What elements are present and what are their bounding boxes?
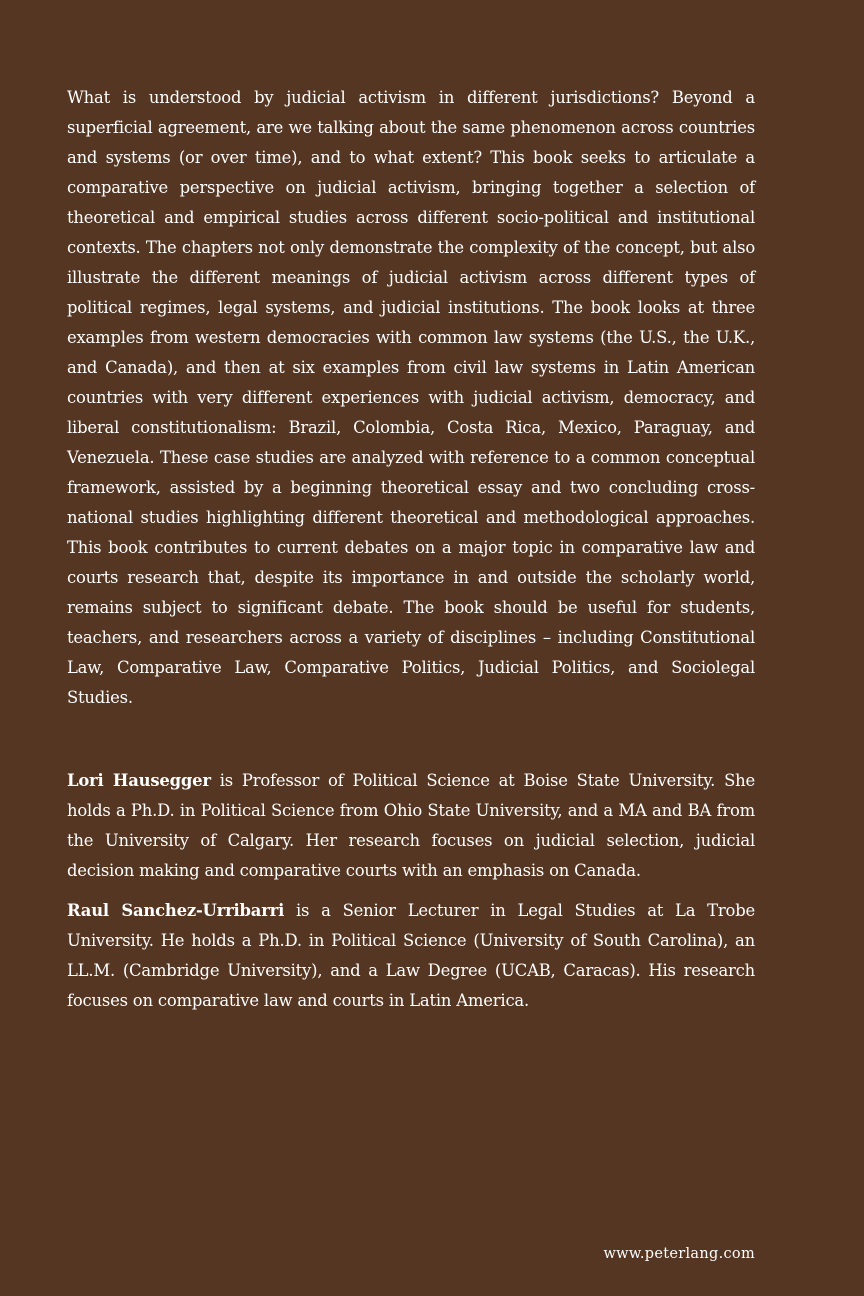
author-bio-text: is a Senior Lecturer in Legal Studies at La Trobe University. He holds a Ph.D. in Political Science (University of South Carolina), an LL.M. (Cambridge University), and a Law Degree (UCAB, Caracas). His research focuses on comparative law and courts in Latin America.: [67, 901, 756, 1010]
author-name: Raul Sanchez-Urribarri: [67, 901, 285, 920]
author-bios: [67, 766, 755, 1016]
author-bio-text: is Professor of Political Science at Boise State University. She holds a Ph.D. in Political Science from Ohio State University, and a MA and BA from the University of Calgary. Her research focuses on judicial selection, judicial decision making and comparative courts with an emphasis on Canada.: [67, 771, 755, 880]
author-bio-hausegger: [67, 766, 755, 886]
book-description: What is understood by judicial activism in different jurisdictions? Beyond a superficial agreement, are we talking about the same phenomenon across countries and systems (or over time), and to what extent? This book seeks to articulate a comparative perspective on judicial activism, bringing together a selection of theoretical and empirical studies across different socio-political and institutional contexts. The chapters not only demonstrate the complexity of the concept, but also illustrate the different meanings of judicial activism across different types of political regimes, legal systems, and judicial institutions. The book looks at three examples from western democracies with common law systems (the U.S., the U.K., and Canada), and then at six examples from civil law systems in Latin American countries with very different experiences with judicial activism, democracy, and liberal constitutionalism: Brazil, Colombia, Costa Rica, Mexico, Paraguay, and Venezuela. These case studies are analyzed with reference to a common conceptual framework, assisted by a beginning theoretical essay and two concluding cross-national studies highlighting different theoretical and methodological approaches. This book contributes to current debates on a major topic in comparative law and courts research that, despite its importance in and outside the scholarly world, remains subject to significant debate. The book should be useful for students, teachers, and researchers across a variety of disciplines – including Constitutional Law, Comparative Law, Comparative Politics, Judicial Politics, and Sociolegal Studies.: [67, 88, 755, 707]
author-name: Lori Hausegger: [67, 771, 211, 790]
back-cover: [67, 83, 755, 1026]
author-bio-sanchez-urribarri: [67, 896, 755, 1016]
publisher-url: www.peterlang.com: [603, 1246, 755, 1262]
